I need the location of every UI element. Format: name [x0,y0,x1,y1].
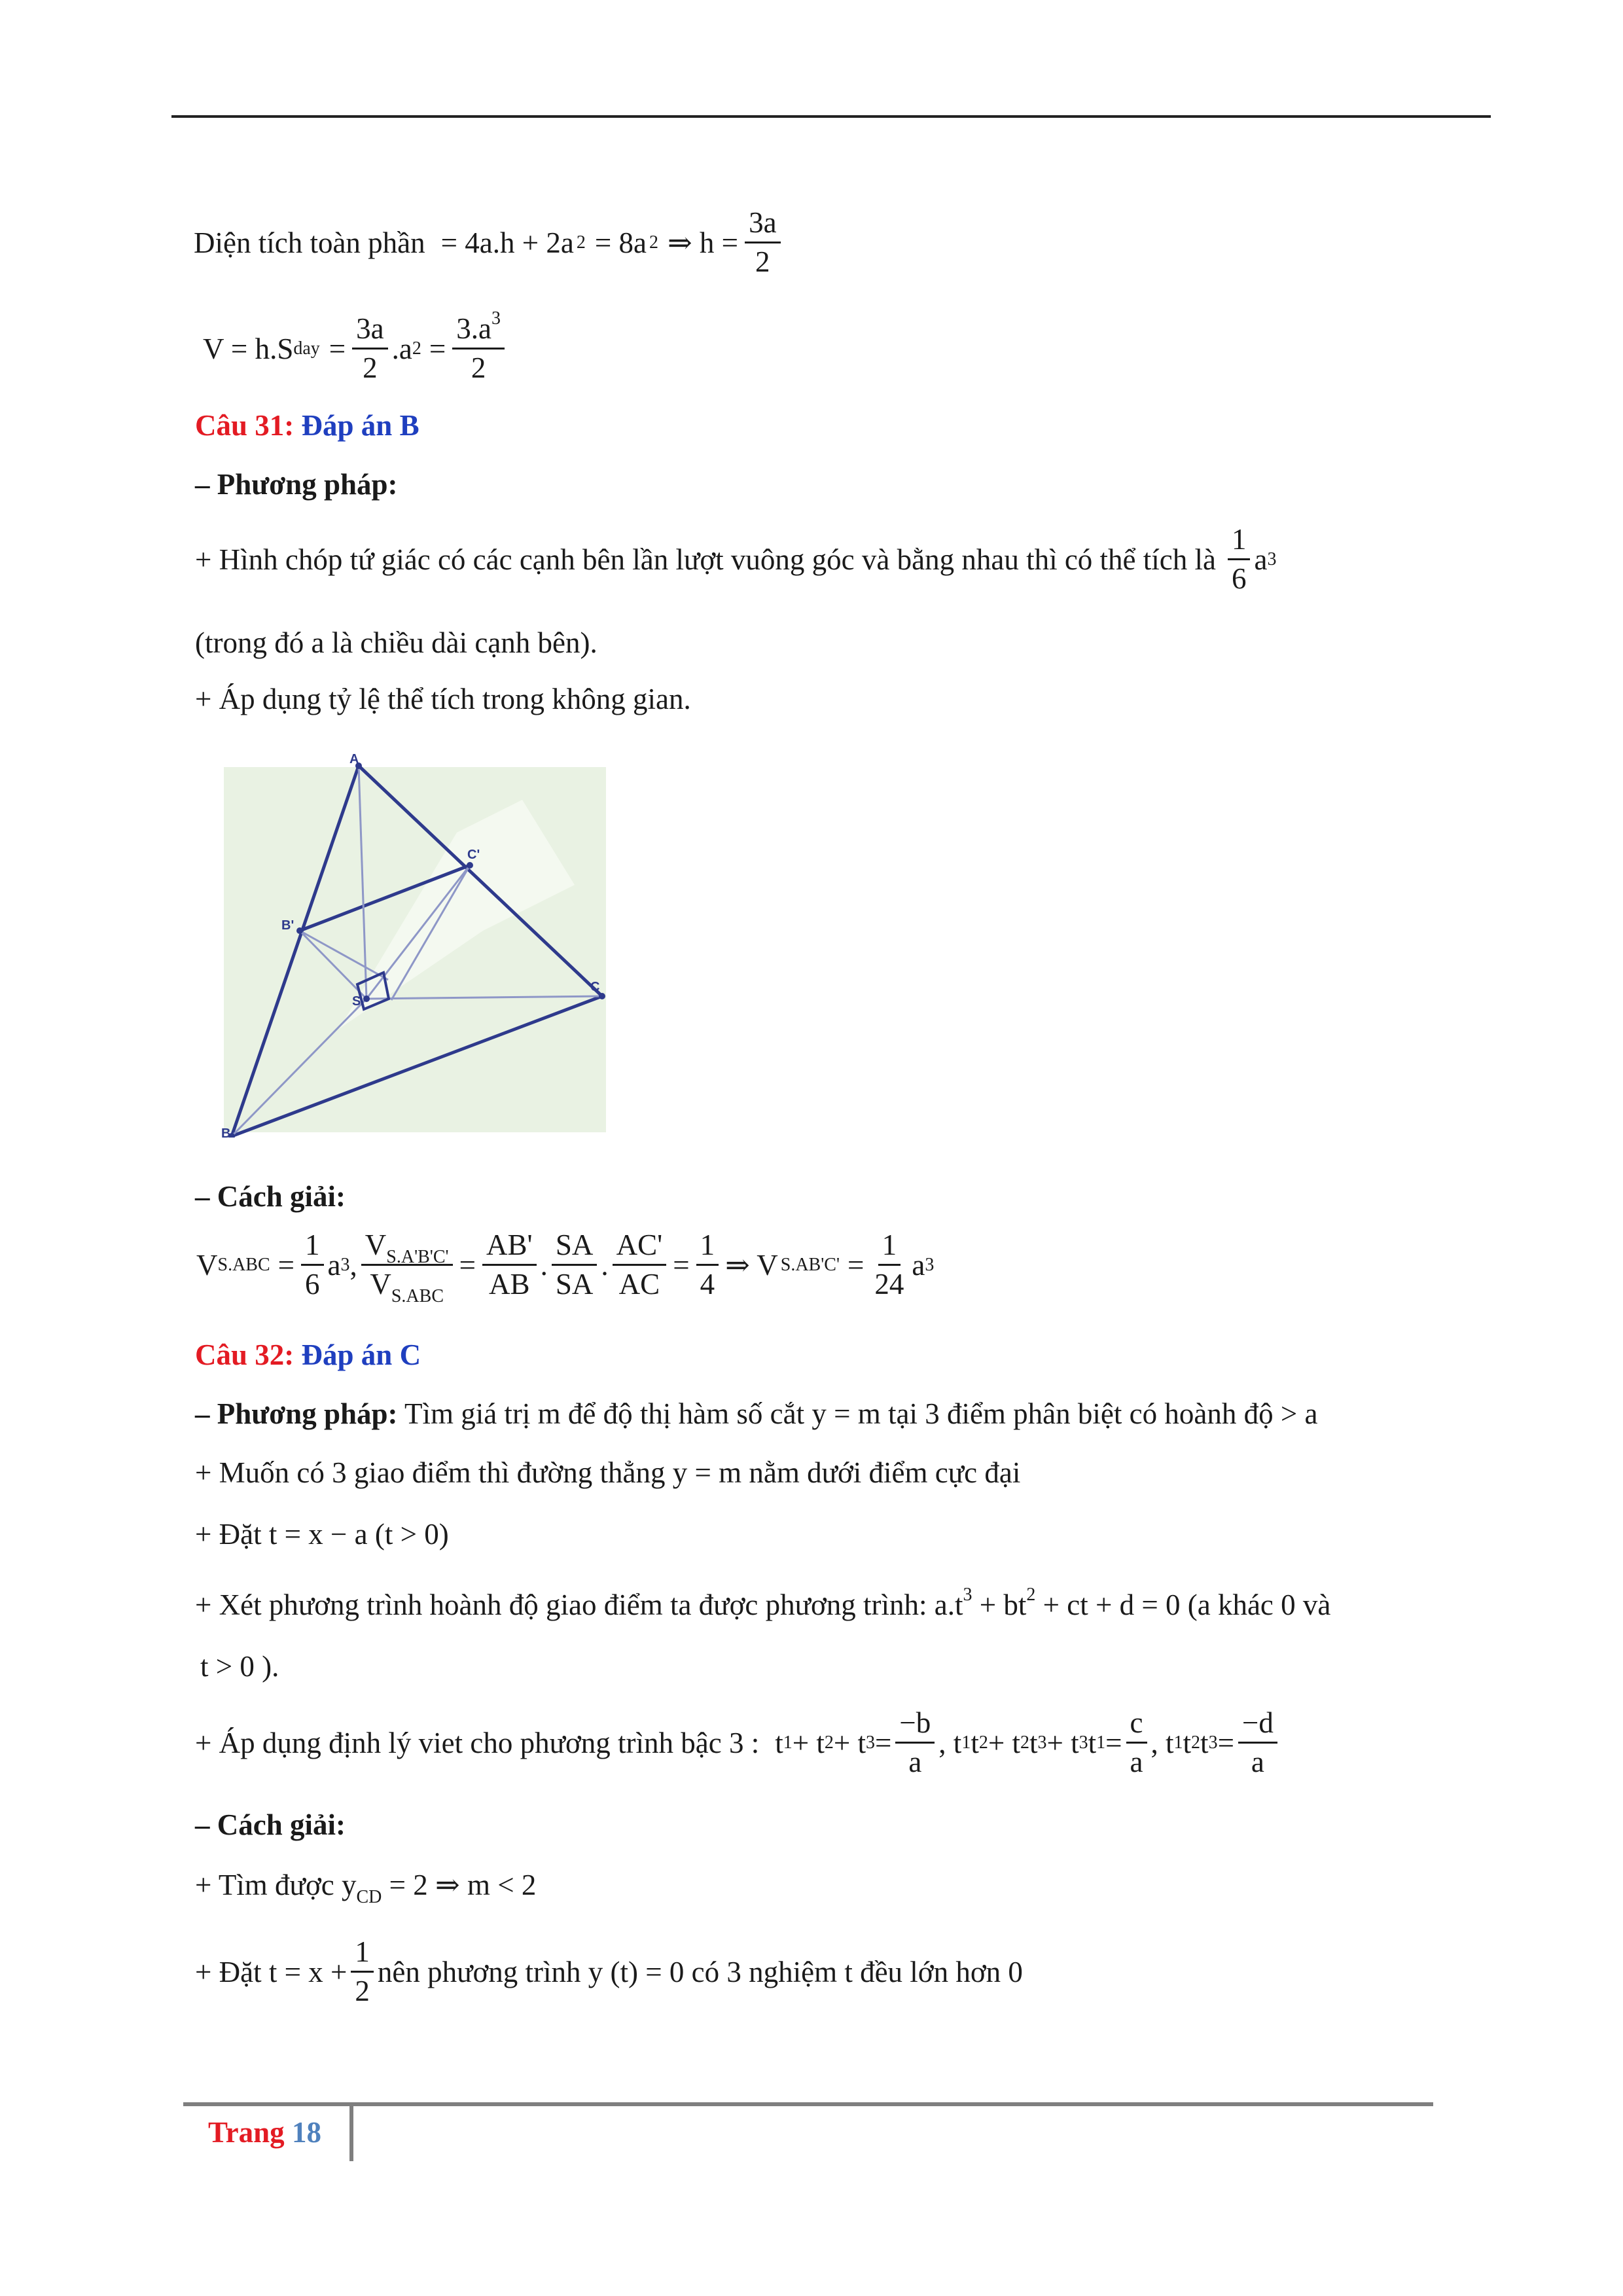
vertex-Bp [296,927,303,934]
header-rule [171,115,1491,118]
question-32-heading: Câu 32: Đáp án C [195,1338,421,1371]
q32-point-4: t > 0 ). [200,1650,279,1683]
footer-divider [349,2102,353,2161]
label-Cp: C' [467,848,480,862]
question-31-heading: Câu 31: Đáp án B [195,409,419,442]
q31-point-3: + Áp dụng tỷ lệ thể tích trong không gian. [195,683,691,715]
label-Bp: B' [281,918,294,933]
q32-point-1: + Muốn có 3 giao điểm thì đường thẳng y = m nằm dưới điểm cực đại [195,1456,1021,1489]
q31-solution-label: – Cách giải: [195,1180,346,1213]
label-C: C [590,980,600,994]
q32-method-line: – Phương pháp: Tìm giá trị m để độ thị hàm số cắt y = m tại 3 điểm phân biệt có hoành độ > a [195,1397,1318,1430]
pyramid-figure [208,754,614,1138]
vertex-S [363,996,370,1002]
q31-method-label: – Phương pháp: [195,468,398,501]
volume-line: V = h.S day = $\frac{3a}{2}$ .a 2 = $\frac{3.a^3}{2}$ [203,314,508,383]
q32-viet-line: + Áp dụng định lý viet cho phương trình bậc 3 : t 1 + t 2 + t 3 = $\frac{-b}{a}$ , t 1 t 2 + t 2 t 3 + t 3 t 1 = $\frac{c}{a}$ , t 1 t 2 t 3 = $\frac{-d}{a}$ [195,1708,1281,1777]
q32-solution-2: + Đặt t = x + $\frac{1}{2}$ nên phương trình y (t) = 0 có 3 nghiệm t đều lớn hơn 0 [195,1935,1023,2007]
vertex-Cp [467,862,473,869]
footer-rule [183,2102,1433,2106]
vertex-C [599,993,605,999]
total-area-line: Diện tích toàn phần = 4a.h + 2a 2 = 8a 2 ⇒ h = $\frac{3a}{2}$ [194,208,785,277]
q32-point-2: + Đặt t = x − a (t > 0) [195,1518,449,1551]
q32-solution-1: + Tìm được $y_{CD} = 2$ ⇒ m < 2 [195,1869,537,1907]
page-number: Trang 18 [208,2116,321,2149]
label-A: A [349,754,359,766]
h-fraction: $\frac{3a}{2}$ [745,208,780,277]
label-S: S [352,994,361,1009]
q31-solution-line: V S.ABC = $\frac{1}{6}$ a 3 , $\frac{V_{S.A'B'C'}}{V_{S.ABC}}$ = $\frac{AB'}{AB}$ . $\frac{SA}{SA}$ . $\frac{AC'}{AC}$ = $\frac{1}{4}$ ⇒ V S.AB'C' = $\frac{1}{24}$ a 3 [196,1229,935,1306]
label-B: B [221,1126,231,1138]
q31-point-2: (trong đó a là chiều dài cạnh bên). [195,626,597,659]
q32-point-3: + Xét phương trình hoành độ giao điểm ta được phương trình: $a.t^3 + bt^2$ + ct + d = 0 (a khác 0 và [195,1585,1331,1621]
total-area-label: Diện tích toàn phần [194,226,425,259]
q31-point-1: + Hình chóp tứ giác có các cạnh bên lần lượt vuông góc và bằng nhau thì có thể tích là $\frac{1}{6}$ a 3 [195,523,1277,595]
q32-solution-label: – Cách giải: [195,1808,346,1841]
